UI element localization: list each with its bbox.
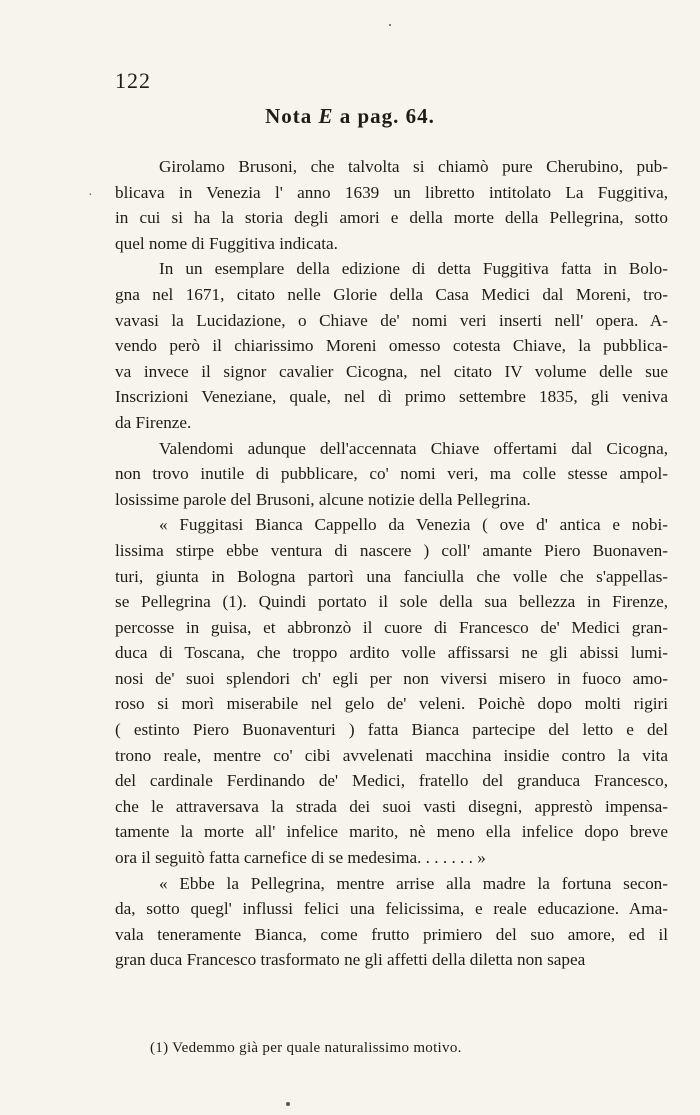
- text-line: losissime parole del Brusoni, alcune notizie della Pellegrina.: [115, 489, 531, 509]
- body-text: [115, 154, 668, 973]
- ink-blot: [286, 1102, 290, 1106]
- heading-letter: E: [318, 104, 334, 128]
- text-line: non trovo inutile di pubblicare, co' nomi veri, ma colle stesse ampol-: [115, 464, 668, 484]
- footnote: (1) Vedemmo già per quale naturalissimo motivo.: [150, 1040, 462, 1056]
- text-line: Valendomi adunque dell'accennata Chiave offertami dal Cicogna,: [159, 438, 668, 458]
- text-line: gran duca Francesco trasformato ne gli affetti della diletta non sapea: [115, 950, 586, 970]
- note-heading: [0, 104, 700, 129]
- text-line: trono reale, mentre co' cibi avvelenati macchina insidie contro la vita: [115, 745, 668, 765]
- margin-mark: ·: [88, 188, 93, 203]
- text-line: quel nome di Fuggitiva indicata.: [115, 233, 338, 253]
- text-line: lissima stirpe ebbe ventura di nascere ) coll' amante Piero Buonaven-: [115, 540, 668, 560]
- text-line: in cui si ha la storia degli amori e della morte della Pellegrina, sotto: [115, 208, 668, 228]
- text-line: Girolamo Brusoni, che talvolta si chiamò pure Cherubino, pub-: [159, 157, 668, 176]
- text-line: « Ebbe la Pellegrina, mentre arrise alla madre la fortuna secon-: [159, 873, 668, 893]
- text-line: va invece il signor cavalier Cicogna, nel citato IV volume delle sue: [115, 361, 668, 381]
- text-line: se Pellegrina (1). Quindi portato il sole della sua bellezza in Firenze,: [115, 592, 668, 612]
- text-line: ora il seguitò fatta carnefice di se medesima. . . . . . . »: [115, 848, 486, 868]
- paragraph: [115, 154, 668, 256]
- text-line: blicava in Venezia l' anno 1639 un libretto intitolato La Fuggitiva,: [115, 182, 668, 202]
- text-line: del cardinale Ferdinando de' Medici, fratello del granduca Francesco,: [115, 771, 668, 791]
- paragraph: [115, 871, 668, 973]
- text-line: In un esemplare della edizione di detta Fuggitiva fatta in Bolo-: [159, 259, 668, 279]
- text-line: ( estinto Piero Buonaventuri ) fatta Bianca partecipe del letto e del: [115, 720, 668, 740]
- paragraph: [115, 512, 668, 870]
- text-line: percosse in guisa, et abbronzò il cuore di Francesco de' Medici gran-: [115, 617, 668, 637]
- text-line: turi, giunta in Bologna partorì una fanciulla che volle che s'appellas-: [115, 566, 668, 586]
- text-line: vendo però il chiarissimo Moreni omesso cotesta Chiave, la pubblica-: [115, 336, 668, 356]
- ink-blot: [389, 24, 391, 26]
- text-line: gna nel 1671, citato nelle Glorie della Casa Medici dal Moreni, tro-: [115, 284, 668, 304]
- text-line: Inscrizioni Veneziane, quale, nel dì primo settembre 1835, gli veniva: [115, 387, 668, 407]
- text-line: duca di Toscana, che troppo ardito volle affissarsi ne gli abissi lumi-: [115, 643, 668, 663]
- page-number: 122: [115, 68, 151, 93]
- text-line: vala teneramente Bianca, come frutto primiero del suo amore, ed il: [115, 924, 668, 944]
- text-line: « Fuggitasi Bianca Cappello da Venezia ( ove d' antica e nobi-: [159, 515, 668, 535]
- text-line: nosi de' suoi splendori ch' egli per non viversi misero in fuoco amo-: [115, 668, 668, 688]
- text-line: che le attraversava la strada dei suoi vasti disegni, apprestò impensa-: [115, 796, 668, 816]
- paragraph: [115, 436, 668, 513]
- text-line: da, sotto quegl' influssi felici una felicissima, e reale educazione. Ama-: [115, 899, 668, 919]
- text-line: da Firenze.: [115, 412, 192, 432]
- text-line: vavasi la Lucidazione, o Chiave de' nomi veri inserti nell' opera. A-: [115, 310, 668, 330]
- text-line: tamente la morte all' infelice marito, nè meno ella infelice dopo breve: [115, 822, 668, 842]
- text-line: roso si morì miserabile nel gelo de' veleni. Poichè dopo molti rigiri: [115, 694, 668, 714]
- heading-prefix: Nota: [265, 104, 319, 128]
- heading-suffix: a pag. 64.: [333, 104, 435, 128]
- paragraph: [115, 256, 668, 435]
